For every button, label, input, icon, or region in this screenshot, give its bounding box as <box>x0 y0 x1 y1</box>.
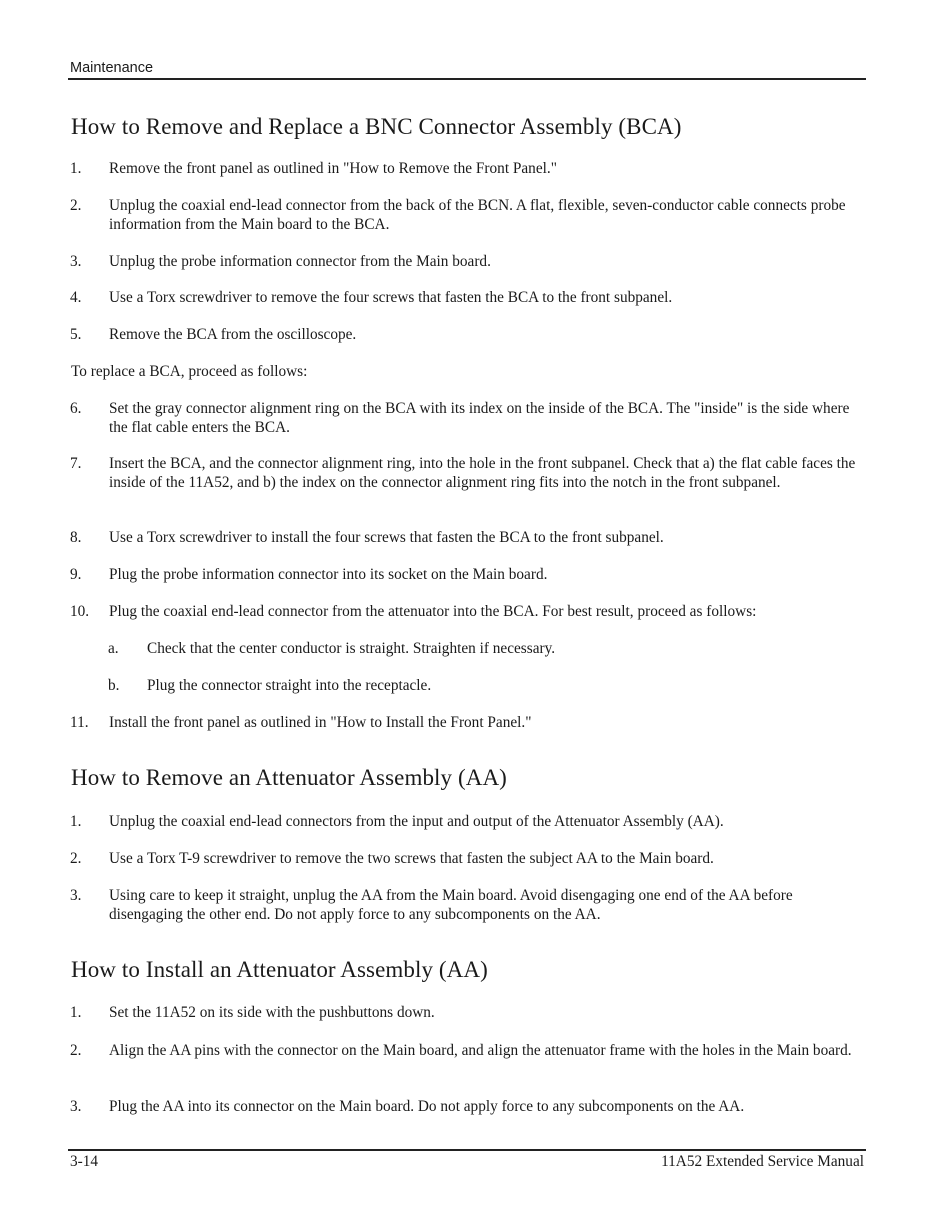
step-text: Set the 11A52 on its side with the pushbuttons down. <box>109 1004 435 1021</box>
step-text: Remove the BCA from the oscilloscope. <box>109 326 357 343</box>
section-title-remove-aa: How to Remove an Attenuator Assembly (AA) <box>71 765 507 790</box>
step-text: Plug the AA into its connector on the Main board. Do not apply force to any subcomponents on the AA. <box>109 1098 745 1115</box>
substep-letter: b. <box>108 677 120 694</box>
step-text: Insert the BCA, and the connector alignment ring, into the hole in the front subpanel. Check that a) the flat cable faces the inside of the 11A52, and b) the index on the connector alignment ring fits into the notch in the front subpanel. <box>109 455 856 491</box>
step-number: 2. <box>70 197 82 214</box>
step-text: Remove the front panel as outlined in "How to Remove the Front Panel." <box>109 160 557 177</box>
step-number: 4. <box>70 289 82 306</box>
step-text: Using care to keep it straight, unplug the AA from the Main board. Avoid disengaging one end of the AA before disengaging the other end. Do not apply force to any subcomponents on the AA. <box>109 887 793 923</box>
substep-letter: a. <box>108 640 119 657</box>
section-title-bca: How to Remove and Replace a BNC Connector Assembly (BCA) <box>71 114 682 139</box>
step-number: 9. <box>70 566 82 583</box>
step-text: Unplug the coaxial end-lead connectors from the input and output of the Attenuator Assembly (AA). <box>109 813 724 830</box>
step-text: Unplug the probe information connector from the Main board. <box>109 253 491 270</box>
step-text: Plug the probe information connector into its socket on the Main board. <box>109 566 548 583</box>
step-number: 1. <box>70 813 82 830</box>
footer-rule <box>68 1149 866 1151</box>
step-number: 2. <box>70 1042 82 1059</box>
step-number: 7. <box>70 455 82 472</box>
step-text: Plug the coaxial end-lead connector from the attenuator into the BCA. For best result, proceed as follows: <box>109 603 757 620</box>
running-header: Maintenance <box>70 60 154 76</box>
step-number: 3. <box>70 887 82 904</box>
header-rule <box>68 78 866 80</box>
manual-title: 11A52 Extended Service Manual <box>661 1153 864 1170</box>
step-number: 3. <box>70 1098 82 1115</box>
substep-text: Check that the center conductor is straight. Straighten if necessary. <box>147 640 556 657</box>
step-text: Use a Torx screwdriver to remove the four screws that fasten the BCA to the front subpanel. <box>109 289 673 306</box>
section-title-install-aa: How to Install an Attenuator Assembly (AA) <box>71 957 488 982</box>
step-number: 11. <box>70 714 89 731</box>
step-number: 1. <box>70 1004 82 1021</box>
step-number: 8. <box>70 529 82 546</box>
step-text: Set the gray connector alignment ring on the BCA with its index on the inside of the BCA. The "inside" is the side where the flat cable enters the BCA. <box>109 400 850 436</box>
substep-text: Plug the connector straight into the receptacle. <box>147 677 432 694</box>
step-number: 5. <box>70 326 82 343</box>
step-number: 10. <box>70 603 90 620</box>
intro-text: To replace a BCA, proceed as follows: <box>71 363 308 380</box>
step-number: 3. <box>70 253 82 270</box>
step-text: Align the AA pins with the connector on the Main board, and align the attenuator frame with the holes in the Main board. <box>109 1042 852 1059</box>
step-number: 1. <box>70 160 82 177</box>
step-text: Use a Torx T-9 screwdriver to remove the two screws that fasten the subject AA to the Main board. <box>109 850 714 867</box>
step-number: 2. <box>70 850 82 867</box>
page-number: 3-14 <box>70 1153 99 1170</box>
step-text: Unplug the coaxial end-lead connector from the back of the BCN. A flat, flexible, seven-conductor cable connects probe information from the Main board to the BCA. <box>109 197 846 233</box>
step-text: Use a Torx screwdriver to install the four screws that fasten the BCA to the front subpanel. <box>109 529 664 546</box>
step-number: 6. <box>70 400 82 417</box>
step-text: Install the front panel as outlined in "How to Install the Front Panel." <box>109 714 532 731</box>
